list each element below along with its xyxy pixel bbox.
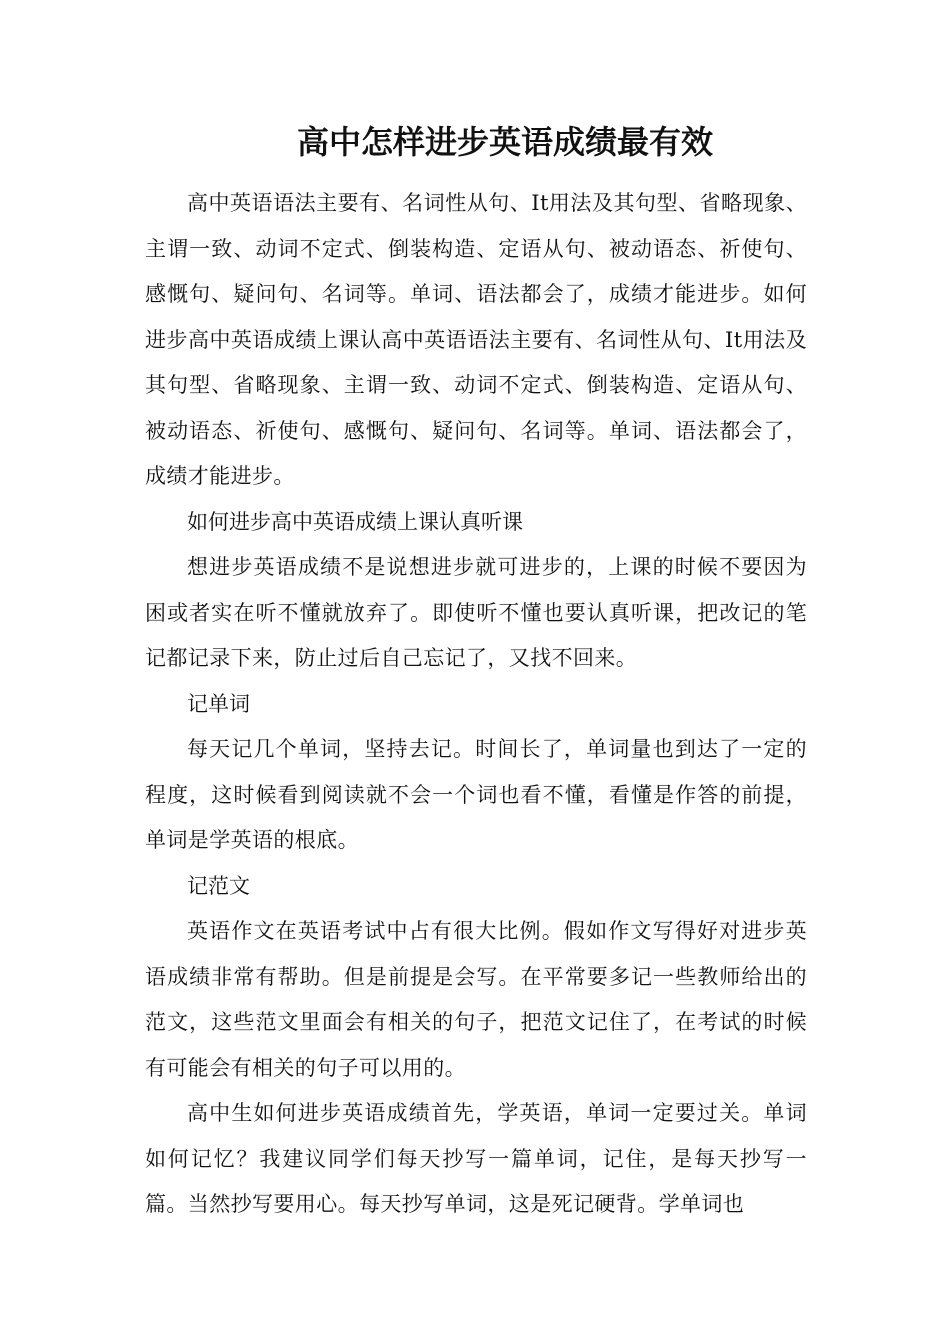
section-heading-essays: 记范文 (187, 873, 250, 898)
section-heading-words: 记单词 (187, 691, 250, 716)
paragraph-words: 每天记几个单词，坚持去记。时间长了，单词量也到达了一定的程度，这时候看到阅读就不会一个词也看不懂，看懂是作答的前提，单词是学英语的根底。 (145, 737, 807, 852)
document-title: 高中怎样进步英语成绩最有效 (296, 123, 713, 161)
paragraph-grammar-intro: 高中英语语法主要有、名词性从句、It用法及其句型、省略现象、主谓一致、动词不定式、倒装构造、定语从句、被动语态、祈使句、感慨句、疑问句、名词等。单词、语法都会了，成绩才能进步。如何进步高中英语成绩上课认高中英语语法主要有、名词性从句、It用法及其句型、省略现象、主谓一致、动词不定式、倒装构造、定语从句、被动语态、祈使句、感慨句、疑问句、名词等。单词、语法都会了，成绩才能进步。 (145, 191, 807, 488)
paragraph-listen: 想进步英语成绩不是说想进步就可进步的，上课的时候不要因为困或者实在听不懂就放弃了。即使听不懂也要认真听课，把改记的笔记都记录下来，防止过后自己忘记了，又找不回来。 (145, 555, 807, 670)
paragraph-essays: 英语作文在英语考试中占有很大比例。假如作文写得好对进步英语成绩非常有帮助。但是前提是会写。在平常要多记一些教师给出的范文，这些范文里面会有相关的句子，把范文记住了，在考试的时候有可能会有相关的句子可以用的。 (145, 919, 807, 1080)
paragraph-vocab-method: 高中生如何进步英语成绩首先，学英语，单词一定要过关。单词如何记忆？我建议同学们每天抄写一篇单词，记住，是每天抄写一篇。当然抄写要用心。每天抄写单词，这是死记硬背。学单词也 (145, 1101, 807, 1216)
document-body (145, 181, 807, 1228)
section-heading-listen: 如何进步高中英语成绩上课认真听课 (187, 509, 523, 534)
